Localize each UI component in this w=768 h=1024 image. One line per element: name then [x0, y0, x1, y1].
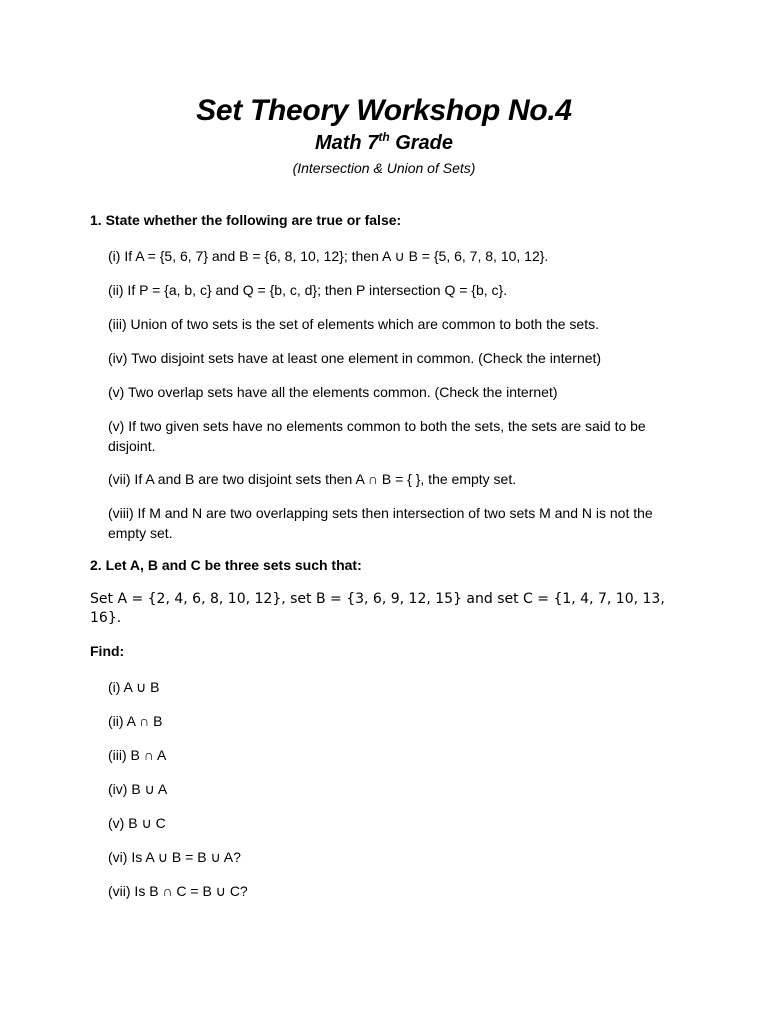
- section1-item-4: (iv) Two disjoint sets have at least one element in common. (Check the internet): [108, 350, 602, 366]
- section1-item-7: (vii) If A and B are two disjoint sets then A ∩ B = { }, the empty set.: [108, 471, 517, 487]
- subtitle-superscript: th: [378, 130, 390, 144]
- find-label: Find:: [90, 643, 125, 659]
- section2-item-2: (ii) A ∩ B: [108, 713, 163, 729]
- subtitle-end: Grade: [389, 132, 454, 154]
- section1-item-2: (ii) If P = {a, b, c} and Q = {b, c, d}; then P intersection Q = {b, c}.: [108, 282, 508, 298]
- section2-item-7: (vii) Is B ∩ C = B ∪ C?: [108, 883, 248, 899]
- section2-item-1: (i) A ∪ B: [108, 679, 160, 695]
- section2-item-5: (v) B ∪ C: [108, 815, 166, 831]
- section1-item-5: (v) Two overlap sets have all the elements common. (Check the internet): [108, 384, 558, 400]
- section1-item-3: (iii) Union of two sets is the set of elements which are common to both the sets.: [108, 316, 599, 332]
- section1-heading: 1. State whether the following are true or false:: [90, 212, 402, 228]
- section2-heading: 2. Let A, B and C be three sets such that:: [90, 557, 362, 573]
- document-title: Set Theory Workshop No.4: [196, 94, 572, 127]
- document-subtitle: [0, 132, 768, 155]
- section2-item-4: (iv) B ∪ A: [108, 781, 168, 797]
- document-topic: (Intersection & Union of Sets): [292, 160, 476, 176]
- section1-item-6: (v) If two given sets have no elements common to both the sets, the sets are said to be disjoint.: [108, 418, 646, 454]
- subtitle-main: Math 7: [314, 132, 379, 154]
- section2-item-6: (vi) Is A ∪ B = B ∪ A?: [108, 849, 241, 865]
- section1-item-8: (viii) If M and N are two overlapping sets then intersection of two sets M and N is not the empty set.: [108, 505, 653, 541]
- sets-definition: Set A = {2, 4, 6, 8, 10, 12}, set B = {3, 6, 9, 12, 15} and set C = {1, 4, 7, 10, 13, 16}.: [90, 591, 665, 626]
- section2-item-3: (iii) B ∩ A: [108, 747, 167, 763]
- section1-item-1: (i) If A = {5, 6, 7} and B = {6, 8, 10, 12}; then A ∪ B = {5, 6, 7, 8, 10, 12}.: [108, 248, 549, 264]
